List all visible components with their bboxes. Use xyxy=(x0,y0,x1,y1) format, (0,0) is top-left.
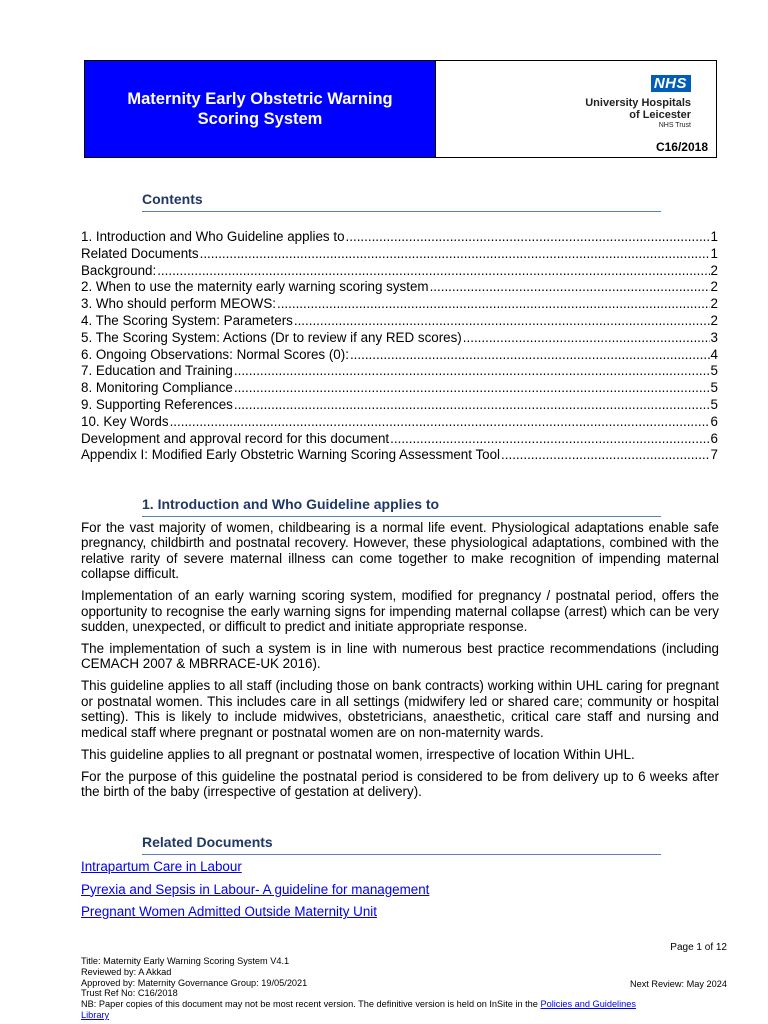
toc-leader-dots xyxy=(234,363,710,380)
toc-leader-dots xyxy=(350,347,710,364)
toc-entry[interactable] xyxy=(81,263,718,280)
toc-leader-dots xyxy=(170,414,710,431)
toc-entry[interactable] xyxy=(81,229,718,246)
toc-entry-label: Related Documents xyxy=(81,245,199,261)
document-header xyxy=(84,60,717,158)
toc-leader-dots xyxy=(430,279,710,296)
toc-entry[interactable] xyxy=(81,447,718,464)
toc-entry-page: 5 xyxy=(710,396,718,412)
intro-paragraph: For the purpose of this guideline the postnatal period is considered to be from delivery up to 6 weeks after the birth of the baby (irrespective of gestation at delivery). xyxy=(81,768,719,800)
related-documents-list xyxy=(81,858,429,926)
toc-entry-label: 10. Key Words xyxy=(81,413,169,429)
nhs-logo xyxy=(585,75,691,130)
next-review: Next Review: May 2024 xyxy=(629,979,727,989)
related-heading: Related Documents xyxy=(142,833,661,855)
page-number: Page 1 of 12 xyxy=(670,942,727,953)
toc-entry-page: 5 xyxy=(710,380,718,396)
policies-library-link-1[interactable]: Policies and Guidelines xyxy=(540,999,636,1010)
toc-entry[interactable] xyxy=(81,397,718,414)
footer-title: Title: Maternity Early Warning Scoring System V4.1 xyxy=(81,956,290,966)
intro-paragraph: For the vast majority of women, childbearing is a normal life event. Physiological adaptations enable safe pregnancy, childbirth and postnatal recovery. However, these physiological adaptations, combined with the relative rarity of severe maternal illness can come together to make recognition of impending maternal collapse difficult. xyxy=(81,520,719,582)
toc-entry-label: 1. Introduction and Who Guideline applies to xyxy=(81,229,345,244)
title-line-1: Maternity Early Obstetric Warning xyxy=(127,90,393,108)
toc-entry-label: 9. Supporting References xyxy=(81,396,233,412)
logo-line-1: University Hospitals xyxy=(585,97,691,109)
toc-entry-page: 5 xyxy=(710,363,718,379)
toc-entry[interactable] xyxy=(81,296,718,313)
document-reference: C16/2018 xyxy=(655,140,708,154)
toc-entry-page: 4 xyxy=(710,346,718,362)
footer-trust-ref: Trust Ref No: C16/2018 xyxy=(81,988,178,999)
footer-approved: Approved by: Maternity Governance Group: 19/05/2021 xyxy=(81,977,308,988)
toc-entry-page: 1 xyxy=(710,229,718,244)
intro-paragraph: This guideline applies to all staff (including those on bank contracts) working within UHL caring for pregnant or postnatal women. This includes care in all settings (midwifery led or shared care; community or hospital setting). This is likely to include midwives, obstetricians, anaesthetic, critical care staff and nursing and medical staff where pregnant or postnatal women are on non-maternity wards. xyxy=(81,678,719,740)
contents-heading: Contents xyxy=(142,190,661,212)
toc-entry[interactable] xyxy=(81,279,718,296)
toc-entry[interactable] xyxy=(81,246,718,263)
toc-leader-dots xyxy=(346,229,710,246)
toc-leader-dots xyxy=(277,296,710,313)
intro-paragraph: The implementation of such a system is in line with numerous best practice recommendations (including CEMACH 2007 & MBRRACE-UK 2016). xyxy=(81,641,719,672)
toc-entry-page: 7 xyxy=(710,447,718,463)
toc-entry[interactable] xyxy=(81,414,718,431)
toc-leader-dots xyxy=(463,330,710,347)
toc-leader-dots xyxy=(501,447,710,464)
toc-entry-label: 5. The Scoring System: Actions (Dr to review if any RED scores) xyxy=(81,329,462,345)
toc-entry-label: 4. The Scoring System: Parameters xyxy=(81,312,293,328)
toc-entry-label: Appendix I: Modified Early Obstetric Warning Scoring Assessment Tool xyxy=(81,447,501,463)
related-document-link[interactable]: Pyrexia and Sepsis in Labour- A guideline for management xyxy=(81,881,430,897)
toc-entry-label: 3. Who should perform MEOWS: xyxy=(81,296,276,312)
toc-leader-dots xyxy=(234,397,710,414)
toc-entry-label: 2. When to use the maternity early warning scoring system xyxy=(81,279,429,295)
toc-entry[interactable] xyxy=(81,330,718,347)
header-logo-panel xyxy=(436,61,716,157)
toc-entry-label: Development and approval record for this document xyxy=(81,430,390,446)
toc-entry-label: 6. Ongoing Observations: Normal Scores (0): xyxy=(81,346,349,362)
related-document-link[interactable]: Pregnant Women Admitted Outside Maternity Unit xyxy=(81,904,377,920)
toc-entry[interactable] xyxy=(81,313,718,330)
nhs-badge: NHS xyxy=(651,75,691,92)
document-title xyxy=(85,61,436,157)
toc-leader-dots xyxy=(390,431,709,448)
toc-entry-page: 2 xyxy=(710,296,718,312)
toc-entry-page: 6 xyxy=(710,413,718,429)
toc-entry-page: 2 xyxy=(710,279,718,295)
toc-entry[interactable] xyxy=(81,431,718,448)
toc-entry-page: 6 xyxy=(710,430,718,446)
intro-paragraph: This guideline applies to all pregnant or postnatal women, irrespective of location Within UHL. xyxy=(81,746,635,762)
intro-heading: 1. Introduction and Who Guideline applies to xyxy=(142,495,661,517)
toc-leader-dots xyxy=(294,313,710,330)
policies-library-link-2[interactable]: Library xyxy=(81,1009,110,1020)
toc-entry-label: Background: xyxy=(81,262,157,278)
toc-entry[interactable] xyxy=(81,363,718,380)
toc-entry[interactable] xyxy=(81,347,718,364)
intro-paragraph: Implementation of an early warning scoring system, modified for pregnancy / postnatal period, offers the opportunity to recognise the early warning signs for impending maternal collapse (arrest) which can be very sudden, unexpected, or difficult to predict and initiate appropriate response. xyxy=(81,588,719,635)
toc-entry[interactable] xyxy=(81,380,718,397)
intro-body xyxy=(81,520,719,806)
related-document-link[interactable]: Intrapartum Care in Labour xyxy=(81,859,242,874)
toc-entry-label: 7. Education and Training xyxy=(81,363,233,379)
table-of-contents xyxy=(81,229,718,464)
toc-entry-page: 3 xyxy=(710,329,718,345)
toc-entry-page: 2 xyxy=(710,312,718,328)
toc-leader-dots xyxy=(234,380,710,397)
toc-entry-page: 2 xyxy=(710,262,718,278)
toc-entry-label: 8. Monitoring Compliance xyxy=(81,380,233,396)
footer-reviewed: Reviewed by: A Akkad xyxy=(81,966,172,977)
toc-leader-dots xyxy=(157,263,709,280)
logo-line-2: of Leicester xyxy=(629,109,691,121)
toc-leader-dots xyxy=(200,246,710,263)
footer-nb xyxy=(81,999,729,1021)
toc-entry-page: 1 xyxy=(710,245,718,261)
title-line-2: Scoring System xyxy=(197,110,323,128)
logo-line-3: NHS Trust xyxy=(658,122,691,129)
footer-nb-text: NB: Paper copies of this document may not be most recent version. The definitive version is held on InSite in the xyxy=(81,999,541,1010)
